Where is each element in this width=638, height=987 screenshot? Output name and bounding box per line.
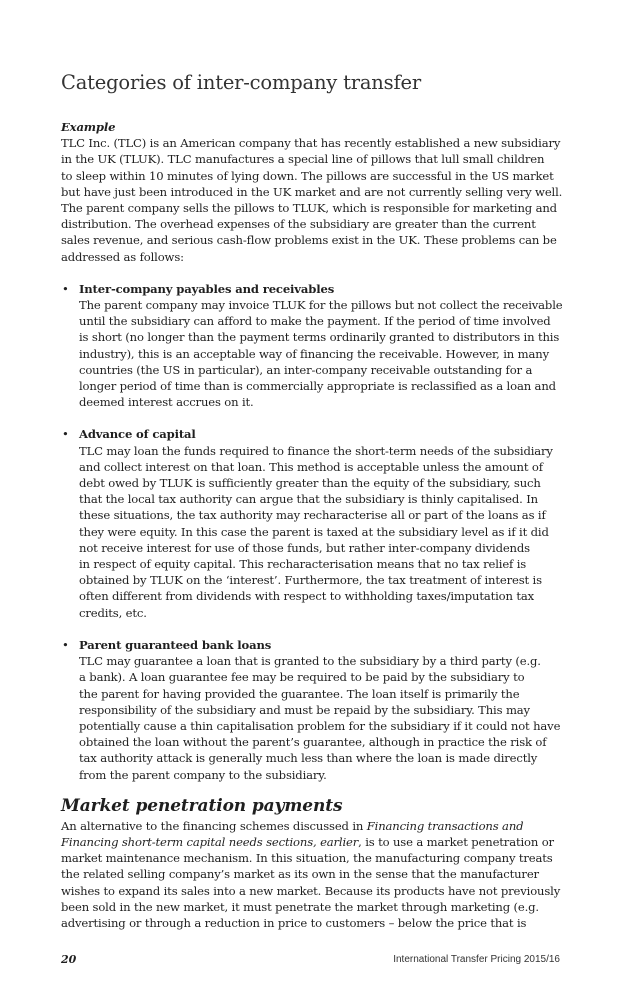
bullet-line: longer period of time than is commercially appropriate is reclassified as a loan and [79, 379, 556, 394]
example-line: sales revenue, and serious cash-flow problems exist in the UK. These problems can be [61, 233, 557, 248]
section-line: been sold in the new market, it must penetrate the market through marketing (e.g. [61, 899, 539, 914]
example-line: but have just been introduced in the UK market and are not currently selling very well. [61, 184, 563, 199]
bullet-line: debt owed by TLUK is sufficiently greater than the equity of the subsidiary, such [79, 476, 541, 491]
bullet-heading: Parent guaranteed bank loans [79, 637, 272, 652]
example-line: addressed as follows: [61, 249, 184, 264]
section-line: the related selling company’s market as its own in the sense that the manufacturer [61, 867, 539, 882]
section-line: advertising or through a reduction in price to customers – below the price that is [61, 915, 527, 930]
bullet-line: a bank). A loan guarantee fee may be required to be paid by the subsidiary to [79, 670, 525, 685]
bullet-line: they were equity. In this case the parent is taxed at the subsidiary level as if it did [79, 524, 549, 539]
bullet-line: responsibility of the subsidiary and must be repaid by the subsidiary. This may [79, 702, 530, 717]
bullet-list [61, 281, 581, 783]
section-text: , is to use a market penetration or [358, 834, 554, 849]
bullet-line: that the local tax authority can argue that the subsidiary is thinly capitalised. In [79, 492, 538, 507]
section-line [61, 834, 581, 850]
bullet-line: until the subsidiary can afford to make the payment. If the period of time involved [79, 314, 551, 329]
example-block [61, 119, 581, 265]
section-text: An alternative to the financing schemes discussed in [61, 818, 367, 833]
bullet-icon: • [62, 281, 69, 296]
example-line: The parent company sells the pillows to TLUK, which is responsible for marketing and [61, 201, 557, 216]
bullet-line: credits, etc. [79, 605, 147, 620]
example-line: in the UK (TLUK). TLC manufactures a special line of pillows that lull small children [61, 152, 545, 167]
bullet-line: countries (the US in particular), an inter-company receivable outstanding for a [79, 362, 533, 377]
bullet-line: these situations, the tax authority may recharacterise all or part of the loans as if [79, 508, 546, 523]
bullet-line: TLC may loan the funds required to finance the short-term needs of the subsidiary [79, 443, 553, 458]
bullet-line: the parent for having provided the guarantee. The loan itself is primarily the [79, 686, 520, 701]
bullet-line: industry), this is an acceptable way of financing the receivable. However, in many [79, 346, 549, 361]
bullet-line: often different from dividends with respect to withholding taxes/imputation tax [79, 589, 535, 604]
bullet-item-payables-receivables [61, 281, 581, 411]
cross-reference: Financing transactions and [366, 818, 524, 833]
section-heading: Market penetration payments [61, 795, 343, 816]
publication-title: International Transfer Pricing 2015/16 [393, 954, 560, 965]
bullet-heading: Inter-company payables and receivables [79, 281, 335, 296]
page-title: Categories of inter-company transfer [61, 71, 421, 95]
bullet-line: TLC may guarantee a loan that is granted to the subsidiary by a third party (e.g. [79, 654, 541, 669]
bullet-line: potentially cause a thin capitalisation problem for the subsidiary if it could not have [79, 718, 561, 733]
bullet-line: from the parent company to the subsidiary. [79, 767, 327, 782]
bullet-item-advance-of-capital [61, 426, 581, 620]
section-line [61, 818, 581, 834]
bullet-line: The parent company may invoice TLUK for the pillows but not collect the receivable [79, 298, 563, 313]
bullet-line: in respect of equity capital. This recharacterisation means that no tax relief is [79, 557, 527, 572]
section-line: wishes to expand its sales into a new market. Because its products have not previously [61, 883, 561, 898]
page-number: 20 [61, 953, 77, 966]
example-line: distribution. The overhead expenses of the subsidiary are greater than the current [61, 217, 536, 232]
section-line: market maintenance mechanism. In this situation, the manufacturing company treats [61, 851, 553, 866]
bullet-line: obtained by TLUK on the ‘interest’. Furthermore, the tax treatment of interest is [79, 573, 542, 588]
page-content [61, 119, 581, 931]
bullet-icon: • [62, 637, 69, 652]
bullet-line: obtained the loan without the parent’s guarantee, although in practice the risk of [79, 735, 547, 750]
bullet-line: tax authority attack is generally much less than where the loan is made directly [79, 751, 538, 766]
example-label: Example [61, 120, 116, 134]
bullet-item-guaranteed-bank-loans [61, 637, 581, 783]
bullet-line: not receive interest for use of those funds, but rather inter-company dividends [79, 540, 530, 555]
bullet-line: and collect interest on that loan. This method is acceptable unless the amount of [79, 459, 543, 474]
cross-reference: Financing short-term capital needs sections, earlier [61, 834, 359, 849]
market-penetration-section [61, 796, 581, 931]
bullet-line: is short (no longer than the payment terms ordinarily granted to distributors in this [79, 330, 560, 345]
example-line: to sleep within 10 minutes of lying down. The pillows are successful in the US market [61, 168, 554, 183]
example-line: TLC Inc. (TLC) is an American company that has recently established a new subsidiary [61, 136, 561, 151]
bullet-line: deemed interest accrues on it. [79, 395, 254, 410]
bullet-heading: Advance of capital [79, 427, 196, 442]
bullet-icon: • [62, 427, 69, 442]
